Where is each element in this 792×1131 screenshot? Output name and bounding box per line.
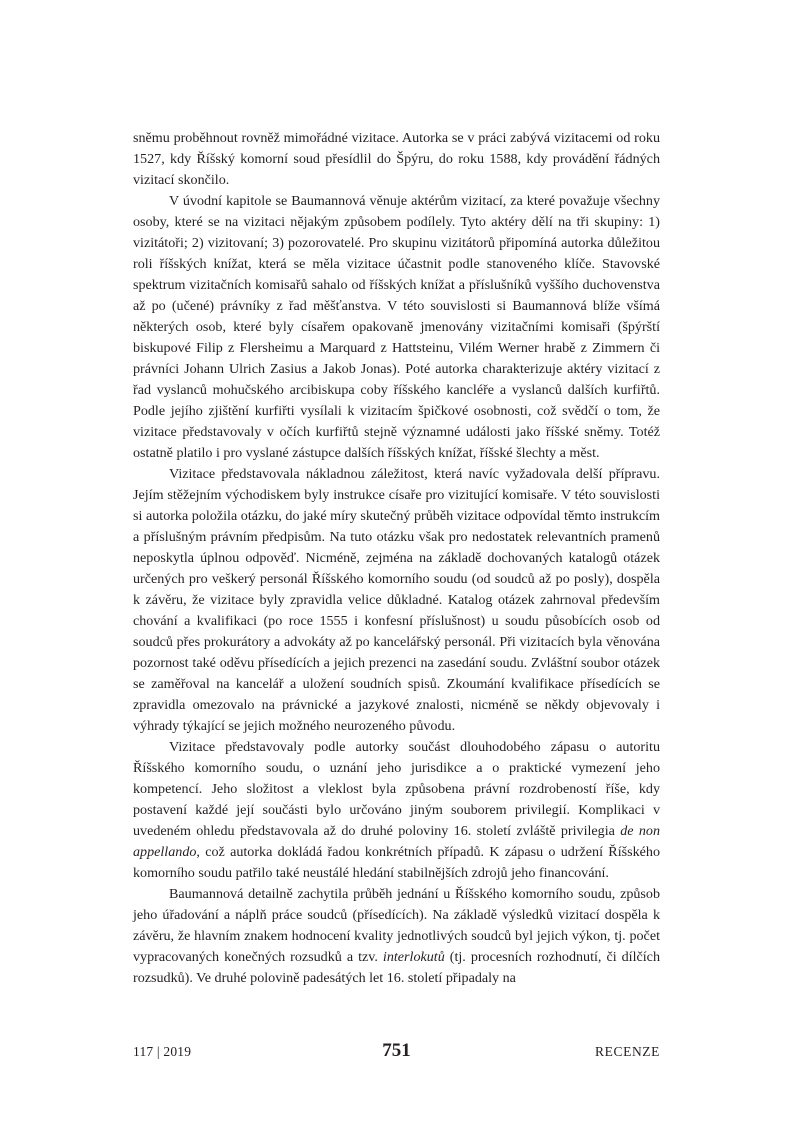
paragraph-text: , což autorka dokládá řadou konkrétních případů. K zápasu o udržení Říšského komorního soudu patřilo také neustálé hledání stabilnějších zdrojů jeho financování. <box>133 844 660 881</box>
body-paragraph <box>133 464 660 737</box>
body-paragraph <box>133 737 660 884</box>
journal-issue: 117 | 2019 <box>133 1044 192 1059</box>
paragraph-text: (tj. procesních rozhodnutí, či dílčích rozsudků). Ve druhé polovině padesátých let 16. století připadaly na <box>133 949 660 986</box>
section-label: RECENZE <box>595 1044 660 1059</box>
body-paragraph <box>133 128 660 191</box>
page-number: 751 <box>382 1040 411 1061</box>
paragraph-text: Vizitace představovala nákladnou záležitost, která navíc vyžadovala delší přípravu. Jejím stěžejním východiskem byly instrukce císaře pro vizitující komisaře. V této souvislosti si autorka položila otázku, do jaké míry skutečný průběh vizitace odpovídal těmto instrukcím a příslušným právním předpisům. Na tuto otázku však pro nedostatek relevantních pramenů neposkytla úplnou odpověď. Nicméně, zejména na základě dochovaných katalogů otázek určených pro veškerý personál Říšského komorního soudu (od soudců až po posly), dospěla k závěru, že vizitace byly zpravidla velice důkladné. Katalog otázek zahrnoval především chování a kvalifikaci (po roce 1555 i konfesní příslušnost) u soudu působících osob od soudců přes prokurátory a advokáty až po kancelářský personál. Při vizitacích byla věnována pozornost také oděvu přísedících a jejich prezenci na zasedání soudu. Zvláštní soubor otázek se zaměřoval na kancelář a uložení soudních spisů. Zkoumání kvalifikace přísedících se zpravidla omezovalo na právnické a jazykové znalosti, nicméně se někdy objevovaly i výhrady týkající se jejich možného neurozeného původu. <box>133 466 660 734</box>
page-body <box>133 128 660 989</box>
paragraph-text: sněmu proběhnout rovněž mimořádné vizitace. Autorka se v práci zabývá vizitacemi od roku 1527, kdy Říšský komorní soud přesídlil do Špýru, do roku 1588, kdy provádění řádných vizitací skončilo. <box>133 130 660 188</box>
paragraph-text: V úvodní kapitole se Baumannová věnuje aktérům vizitací, za které považuje všechny osoby, které se na vizitaci nějakým způsobem podílely. Tyto aktéry dělí na tři skupiny: 1) vizitátoři; 2) vizitovaní; 3) pozorovatelé. Pro skupinu vizitátorů připomíná autorka důležitou roli říšských knížat, která se měla vizitace účastnit podle stanoveného klíče. Stavovské spektrum vizitačních komisařů sahalo od říšských knížat a příslušníků vyššího duchovenstva až po (učené) právníky z řad měšťanstva. V této souvislosti si Baumannová blíže všímá některých osob, které byly císařem opakovaně jmenovány vizitačními komisaři (špýrští biskupové Filip z Flersheimu a Marquard z Hattsteinu, Vilém Werner hrabě z Zimmern či právníci Johann Ulrich Zasius a Jakob Jonas). Poté autorka charakterizuje aktéry vizitací z řad vyslanců mohučského arcibiskupa coby říšského kancléře a vyslanců dalších kurfiřtů. Podle jejího zjištění kurfiřti vysílali k vizitacím špičkové osobnosti, což svědčí o tom, že vizitace představovaly v očích kurfiřtů stejně významné události jako říšské sněmy. Totéž ostatně platilo i pro vyslané zástupce dalších říšských knížat, říšské šlechty a měst. <box>133 193 660 461</box>
italic-term: de non appellando <box>133 823 660 860</box>
body-paragraph <box>133 191 660 464</box>
paragraph-text: Vizitace představovaly podle autorky součást dlouhodobého zápasu o autoritu Říšského komorního soudu, o uznání jeho jurisdikce a o praktické vymezení jeho kompetencí. Jeho složitost a vleklost byla způsobena právní rozdrobeností říše, kdy postavení každé její součásti bylo určováno jiným souborem privilegií. Komplikaci v uvedeném ohledu představovala až do druhé poloviny 16. století zvláště privilegia <box>133 739 660 839</box>
italic-term: interlokutů <box>382 949 445 965</box>
page-footer <box>133 1040 660 1064</box>
body-paragraph <box>133 884 660 989</box>
paragraph-text: Baumannová detailně zachytila průběh jednání u Říšského komorního soudu, způsob jeho úřadování a náplň práce soudců (přísedících). Na základě výsledků vizitací dospěla k závěru, že hlavním znakem hodnocení kvality jednotlivých soudců byl jejich výkon, tj. počet vypracovaných konečných rozsudků a tzv. <box>133 886 660 965</box>
